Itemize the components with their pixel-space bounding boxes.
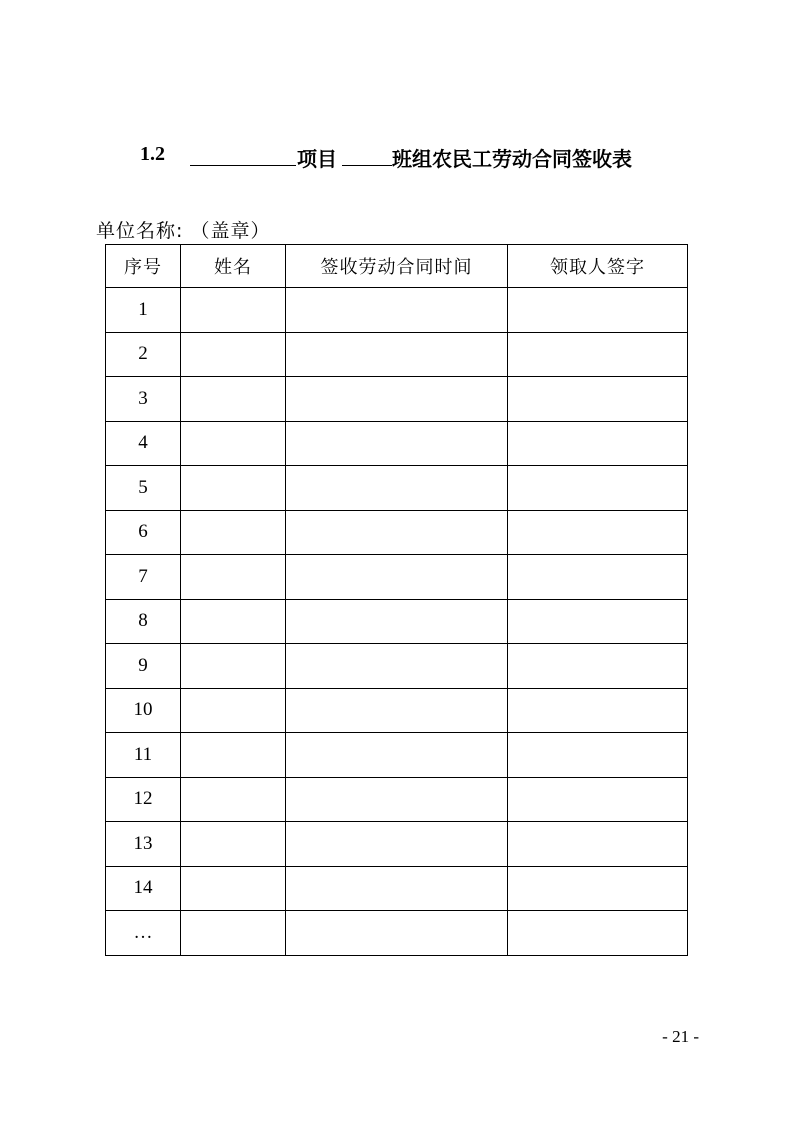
table-header-row [106, 245, 688, 288]
row-name-cell[interactable] [181, 377, 286, 422]
table-row [106, 599, 688, 644]
row-signature-cell[interactable] [508, 555, 688, 600]
row-signature-cell[interactable] [508, 822, 688, 867]
table-row [106, 555, 688, 600]
row-name-cell[interactable] [181, 911, 286, 956]
table-row [106, 777, 688, 822]
row-serial-cell: 5 [106, 466, 181, 511]
row-name-cell[interactable] [181, 866, 286, 911]
row-serial-cell: 1 [106, 288, 181, 333]
contract-receipt-table [105, 244, 688, 956]
row-serial-cell: 9 [106, 644, 181, 689]
row-sign-time-cell[interactable] [286, 688, 508, 733]
row-serial-cell: 10 [106, 688, 181, 733]
row-sign-time-cell[interactable] [286, 510, 508, 555]
row-serial-cell: 11 [106, 733, 181, 778]
row-sign-time-cell[interactable] [286, 777, 508, 822]
title-form-text: 班组农民工劳动合同签收表 [392, 147, 632, 171]
row-name-cell[interactable] [181, 599, 286, 644]
row-serial-cell: 8 [106, 599, 181, 644]
row-name-cell[interactable] [181, 688, 286, 733]
project-name-blank [190, 165, 296, 166]
table-row [106, 332, 688, 377]
section-number: 1.2 [140, 143, 165, 165]
row-signature-cell[interactable] [508, 510, 688, 555]
row-name-cell[interactable] [181, 644, 286, 689]
row-signature-cell[interactable] [508, 866, 688, 911]
row-sign-time-cell[interactable] [286, 421, 508, 466]
table-row [106, 733, 688, 778]
row-name-cell[interactable] [181, 288, 286, 333]
row-signature-cell[interactable] [508, 688, 688, 733]
row-sign-time-cell[interactable] [286, 377, 508, 422]
header-serial: 序号 [106, 245, 181, 288]
row-signature-cell[interactable] [508, 599, 688, 644]
row-serial-cell: 12 [106, 777, 181, 822]
row-sign-time-cell[interactable] [286, 644, 508, 689]
title-project-text: 项目 [297, 147, 337, 171]
row-sign-time-cell[interactable] [286, 733, 508, 778]
row-name-cell[interactable] [181, 822, 286, 867]
table-row [106, 822, 688, 867]
row-sign-time-cell[interactable] [286, 822, 508, 867]
row-signature-cell[interactable] [508, 288, 688, 333]
row-signature-cell[interactable] [508, 466, 688, 511]
row-serial-cell: 2 [106, 332, 181, 377]
row-sign-time-cell[interactable] [286, 466, 508, 511]
row-sign-time-cell[interactable] [286, 866, 508, 911]
row-signature-cell[interactable] [508, 733, 688, 778]
row-name-cell[interactable] [181, 555, 286, 600]
table-row [106, 688, 688, 733]
table-row [106, 911, 688, 956]
row-signature-cell[interactable] [508, 377, 688, 422]
row-serial-cell: 3 [106, 377, 181, 422]
unit-name-label: 单位名称: （盖章） [96, 220, 271, 242]
row-serial-cell: 14 [106, 866, 181, 911]
table-row [106, 421, 688, 466]
row-name-cell[interactable] [181, 733, 286, 778]
page-number: - 21 - [662, 1027, 699, 1046]
table-row [106, 288, 688, 333]
row-sign-time-cell[interactable] [286, 555, 508, 600]
row-sign-time-cell[interactable] [286, 599, 508, 644]
row-signature-cell[interactable] [508, 332, 688, 377]
header-sign-time: 签收劳动合同时间 [286, 245, 508, 288]
row-signature-cell[interactable] [508, 644, 688, 689]
row-signature-cell[interactable] [508, 777, 688, 822]
row-name-cell[interactable] [181, 510, 286, 555]
row-signature-cell[interactable] [508, 911, 688, 956]
row-serial-cell: … [106, 911, 181, 956]
row-name-cell[interactable] [181, 421, 286, 466]
row-serial-cell: 4 [106, 421, 181, 466]
row-name-cell[interactable] [181, 332, 286, 377]
table-row [106, 866, 688, 911]
row-sign-time-cell[interactable] [286, 288, 508, 333]
table-row [106, 377, 688, 422]
table-row [106, 510, 688, 555]
row-signature-cell[interactable] [508, 421, 688, 466]
table-row [106, 466, 688, 511]
row-serial-cell: 7 [106, 555, 181, 600]
row-sign-time-cell[interactable] [286, 332, 508, 377]
team-name-blank [342, 165, 392, 166]
row-name-cell[interactable] [181, 466, 286, 511]
row-sign-time-cell[interactable] [286, 911, 508, 956]
row-serial-cell: 6 [106, 510, 181, 555]
row-serial-cell: 13 [106, 822, 181, 867]
row-name-cell[interactable] [181, 777, 286, 822]
header-name: 姓名 [181, 245, 286, 288]
table-row [106, 644, 688, 689]
header-signature: 领取人签字 [508, 245, 688, 288]
